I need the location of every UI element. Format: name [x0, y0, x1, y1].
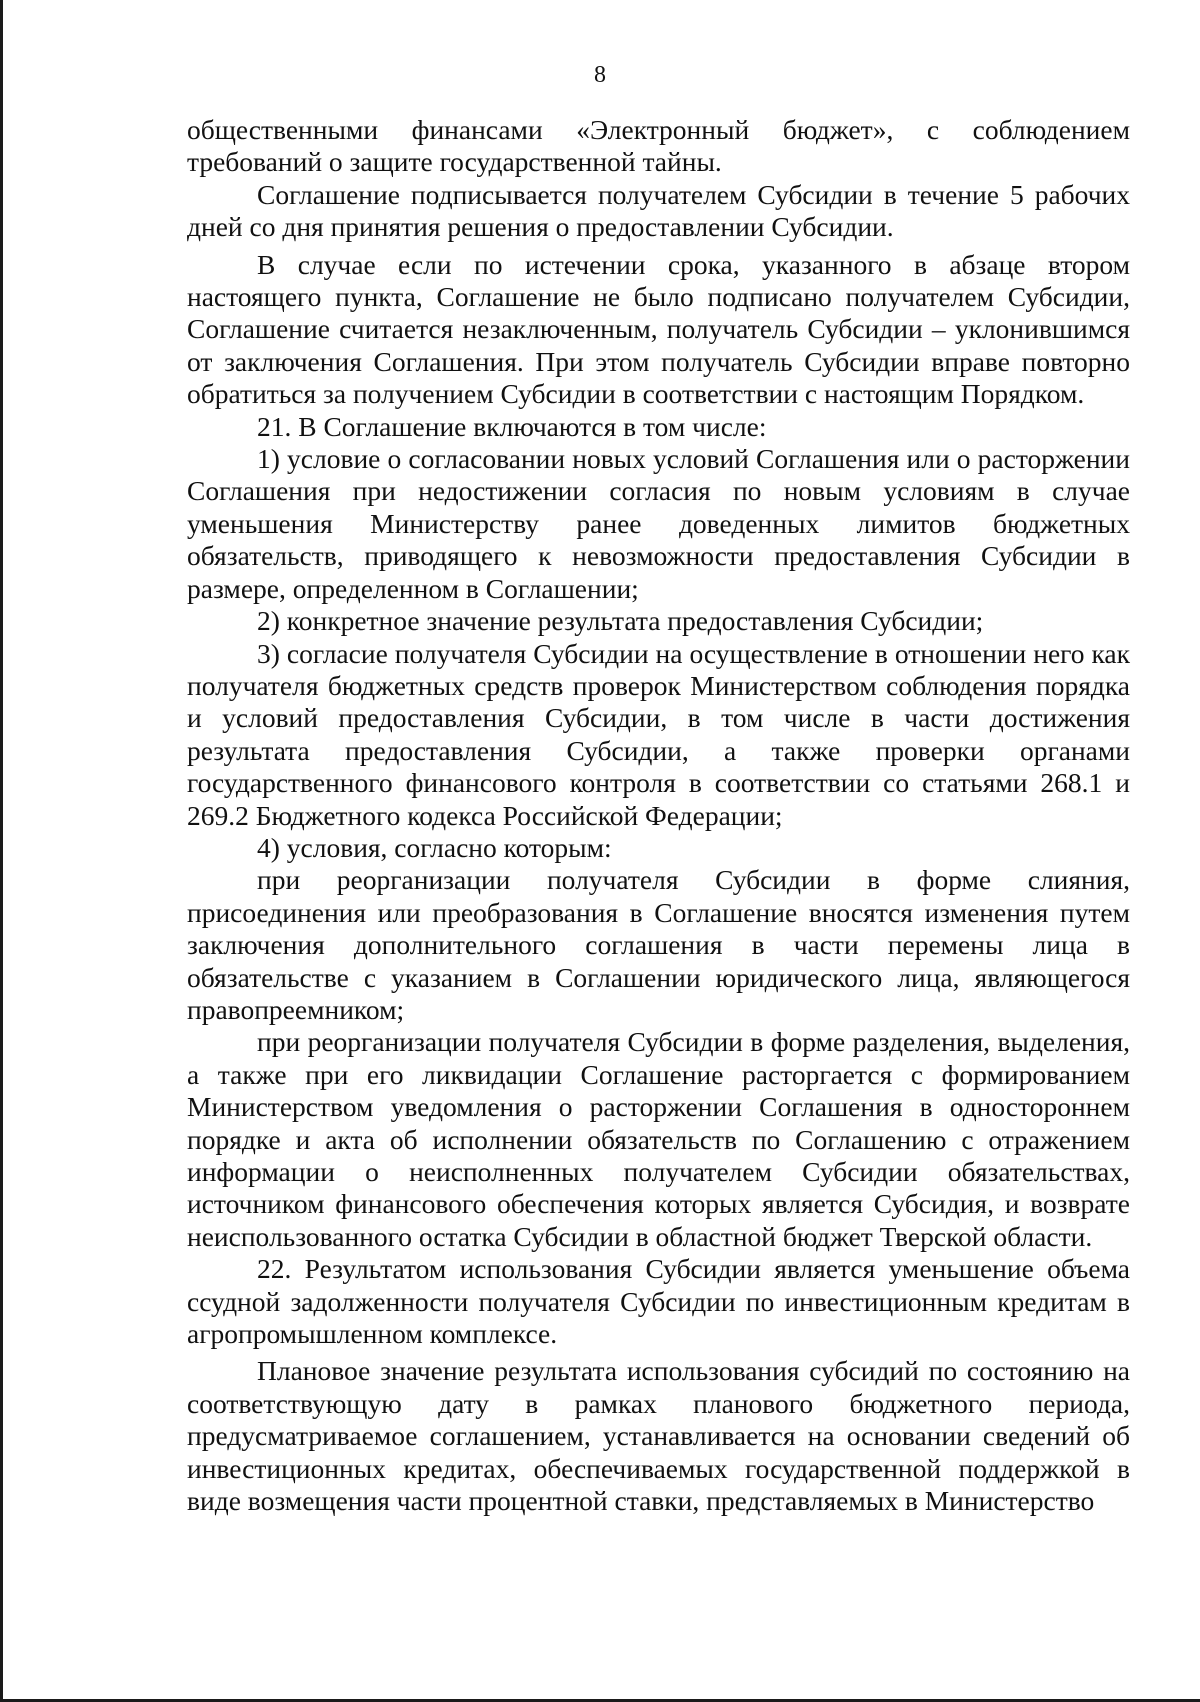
paragraph-unsigned-agreement: В случае если по истечении срока, указанного в абзаце втором настоящего пункта, Соглашение не было подписано получателем Субсидии, Соглашение считается незаключенным, получатель Субсидии – уклонившимся от заключения Соглашения. При этом получатель Субсидии вправе повторно обратиться за получением Субсидии в соответствии с настоящим Порядком.: [187, 248, 1130, 410]
paragraph-item-22: 22. Результатом использования Субсидии является уменьшение объема ссудной задолженности получателя Субсидии по инвестиционным кредитам в агропромышленном комплексе.: [187, 1253, 1130, 1350]
paragraph-planned-value: Плановое значение результата использования субсидий по состоянию на соответствующую дату в рамках планового бюджетного периода, предусматриваемое соглашением, устанавливается на основании сведений об инвестиционных кредитах, обеспечиваемых государственной поддержкой в виде возмещения части процентной ставки, представляемых в Министерство: [187, 1355, 1130, 1517]
paragraph-subitem-2: 2) конкретное значение результата предоставления Субсидии;: [257, 605, 984, 637]
paragraph-continuation: общественными финансами «Электронный бюджет», с соблюдением требований о защите государственной тайны.: [187, 114, 1130, 178]
paragraph-reorganization-division: при реорганизации получателя Субсидии в форме разделения, выделения, а также при его ликвидации Соглашение расторгается с формированием Министерством уведомления о расторжении Соглашения в одностороннем порядке и акта об исполнении обязательств по Соглашению с отражением информации о неисполненных получателем Субсидии обязательствах, источником финансового обеспечения которых является Субсидия, и возврате неиспользованного остатка Субсидии в областной бюджет Тверской области.: [187, 1026, 1130, 1252]
paragraph-subitem-1: 1) условие о согласовании новых условий Соглашения или о расторжении Соглашения при недостижении согласия по новым условиям в случае уменьшения Министерству ранее доведенных лимитов бюджетных обязательств, приводящего к невозможности предоставления Субсидии в размере, определенном в Соглашении;: [187, 443, 1130, 604]
scan-left-border: [0, 0, 3, 1702]
page-number: 8: [594, 62, 606, 88]
paragraph-agreement-signing: Соглашение подписывается получателем Субсидии в течение 5 рабочих дней со дня принятия решения о предоставлении Субсидии.: [187, 178, 1130, 243]
paragraph-item-21: 21. В Соглашение включаются в том числе:: [257, 410, 767, 442]
document-body: [187, 114, 1130, 1517]
paragraph-reorganization-merger: при реорганизации получателя Субсидии в форме слияния, присоединения или преобразования в Соглашение вносятся изменения путем заключения дополнительного соглашения в части перемены лица в обязательстве с указанием в Соглашении юридического лица, являющегося правопреемником;: [187, 864, 1130, 1025]
paragraph-subitem-3: 3) согласие получателя Субсидии на осуществление в отношении него как получателя бюджетных средств проверок Министерством соблюдения порядка и условий предоставления Субсидии, в том числе в части достижения результата предоставления Субсидии, а также проверки органами государственного финансового контроля в соответствии со статьями 268.1 и 269.2 Бюджетного кодекса Российской Федерации;: [187, 637, 1130, 831]
paragraph-subitem-4: 4) условия, согласно которым:: [257, 831, 612, 863]
